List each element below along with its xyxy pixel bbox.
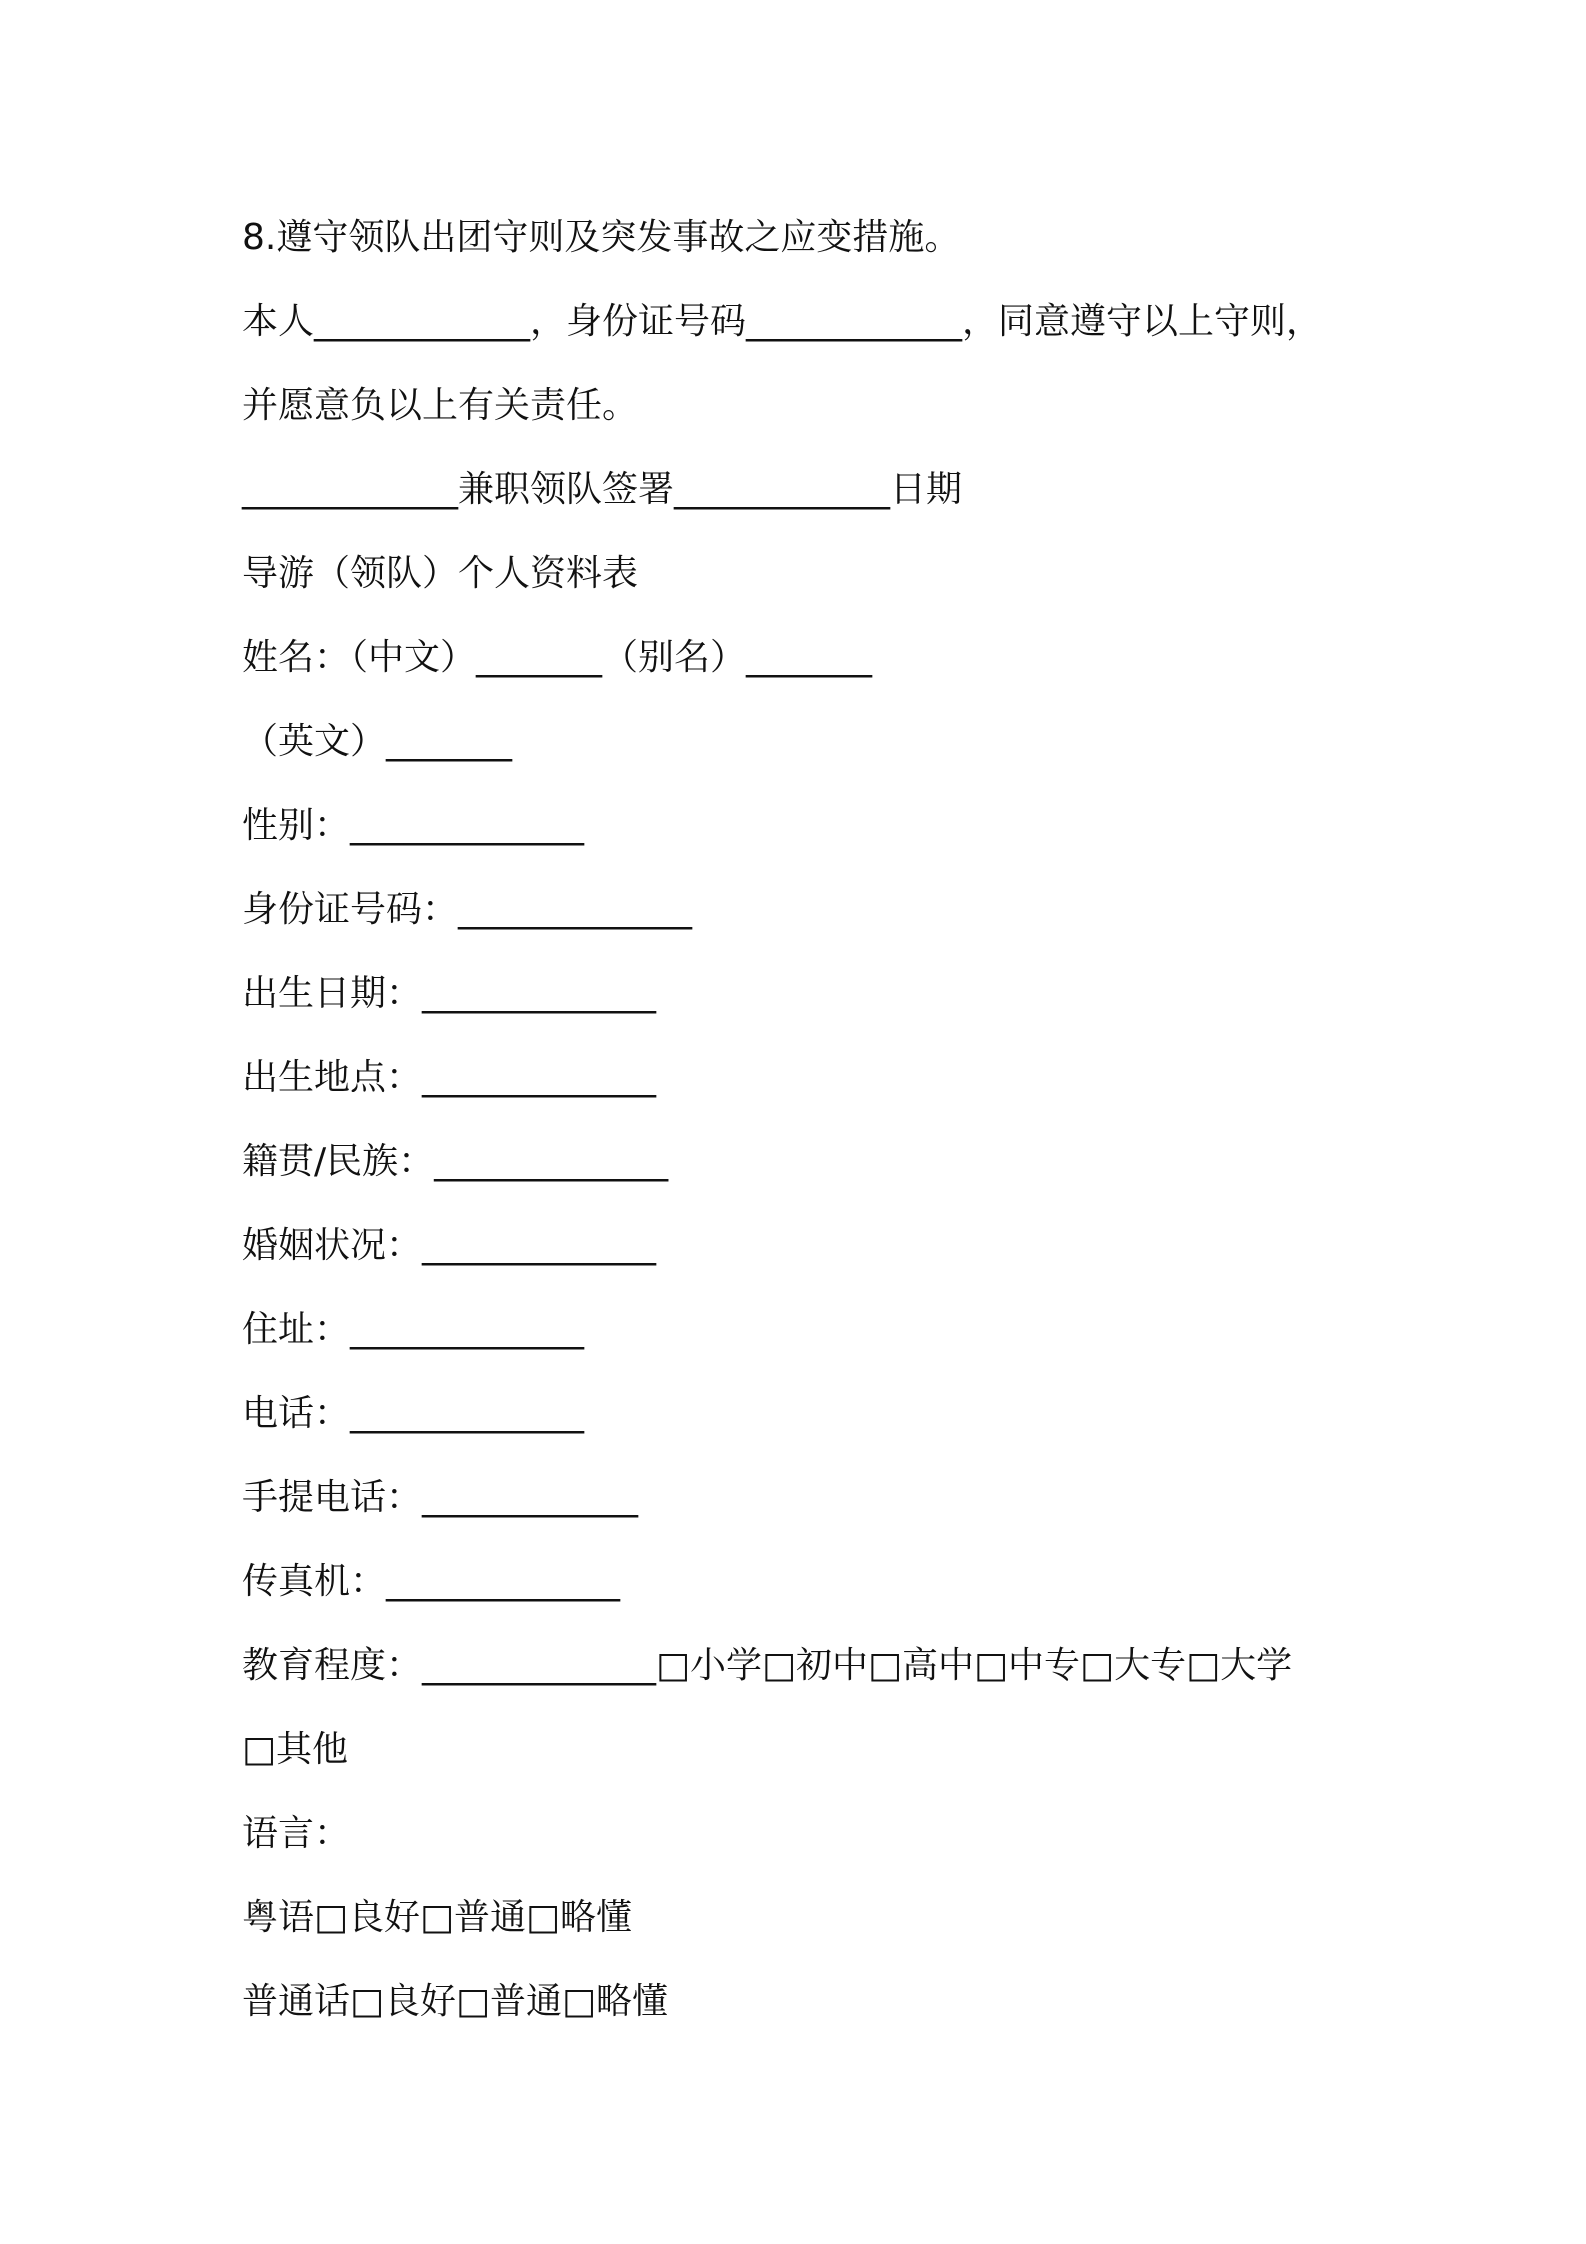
field-native-place: 籍贯/民族：_____________ — [242, 1141, 669, 1182]
field-language-heading: 语言： — [242, 1813, 351, 1854]
field-birth-place: 出生地点：_____________ — [242, 1057, 657, 1098]
signature-date-line: ____________兼职领队签署____________日期 — [242, 469, 963, 510]
rule-item-8: 8.遵守领队出团守则及突发事故之应变措施。 — [242, 217, 961, 258]
document-body — [242, 196, 1372, 2044]
form-title: 导游（领队）个人资料表 — [242, 553, 639, 594]
consent-statement-line-1: 本人____________，身份证号码____________，同意遵守以上守则， — [242, 301, 1323, 342]
field-english-name: （英文）_______ — [242, 721, 513, 762]
field-mobile: 手提电话：____________ — [242, 1477, 639, 1518]
field-gender: 性别：_____________ — [242, 805, 585, 846]
consent-statement-line-2: 并愿意负以上有关责任。 — [242, 385, 639, 426]
field-marital-status: 婚姻状况：_____________ — [242, 1225, 657, 1266]
field-language-mandarin: 普通话□良好□普通□略懂 — [242, 1981, 669, 2022]
field-phone: 电话：_____________ — [242, 1393, 585, 1434]
field-language-cantonese: 粤语□良好□普通□略懂 — [242, 1897, 633, 1938]
field-birth-date: 出生日期：_____________ — [242, 973, 657, 1014]
field-education-other: □其他 — [242, 1729, 349, 1770]
field-education: 教育程度：_____________□小学□初中□高中□中专□大专□大学 — [242, 1645, 1293, 1686]
field-address: 住址：_____________ — [242, 1309, 585, 1350]
field-name: 姓名：（中文）_______（别名）_______ — [242, 637, 873, 678]
field-id-number: 身份证号码：_____________ — [242, 889, 693, 930]
field-fax: 传真机：_____________ — [242, 1561, 621, 1602]
